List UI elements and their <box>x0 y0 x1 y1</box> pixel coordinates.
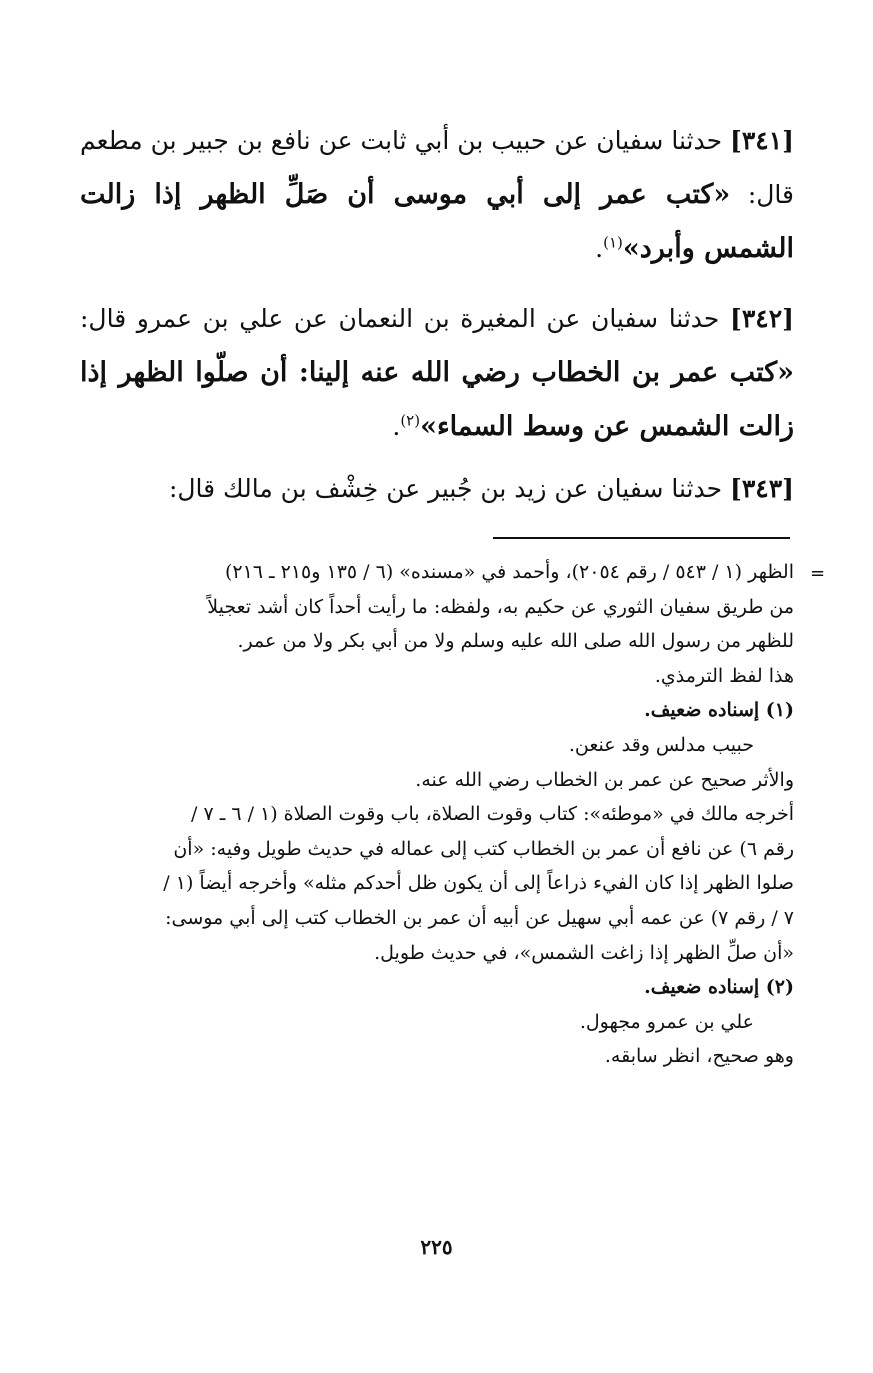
entry-text: حدثنا سفيان عن حبيب بن أبي ثابت عن نافع بن جبير بن مطعم قال: <box>80 126 794 209</box>
note-line: ٧ / رقم ٧) عن عمه أبي سهيل عن أبيه أن عمر بن الخطاب كتب إلى أبي موسى: <box>165 906 794 929</box>
entry-343 <box>80 462 794 516</box>
note-line: من طريق سفيان الثوري عن حكيم به، ولفظه: ما رأيت أحداً كان أشد تعجيلاً <box>207 595 794 618</box>
footnote-divider <box>493 537 790 539</box>
footnote-ref-1[interactable]: (١) <box>603 233 623 252</box>
footnote-1-heading: (١) إسناده ضعيف. <box>644 699 794 722</box>
entry-341 <box>80 114 794 276</box>
note-line: صلوا الظهر إذا كان الفيء ذراعاً إلى أن يكون ظل أحدكم مثله» وأخرجه أيضاً (١ / <box>163 872 794 895</box>
entry-number: [٣٤٣] <box>730 474 794 503</box>
note-line: «أن صلِّ الظهر إذا زاغت الشمس»، في حديث طويل. <box>374 941 794 964</box>
continuation-mark: = <box>810 563 826 584</box>
entry-text: حدثنا سفيان عن زيد بن جُبير عن خِشْف بن مالك قال: <box>168 474 731 503</box>
entry-number: [٣٤١] <box>730 126 794 155</box>
note-line: الظهر (١ / ٥٤٣ / رقم ٢٠٥٤)، وأحمد في «مسنده» (٦ / ١٣٥ و٢١٥ ـ ٢١٦) <box>224 561 794 583</box>
note-line: هذا لفظ الترمذي. <box>654 664 794 687</box>
entry-tail: . <box>392 412 401 441</box>
entry-number: [٣٤٢] <box>730 304 794 333</box>
entry-tail: . <box>595 234 604 263</box>
entry-quote: «كتب عمر إلى أبي موسى أن صَلِّ الظهر إذا زالت الشمس وأبرد» <box>80 179 794 264</box>
footnotes <box>80 555 794 1074</box>
entry-quote: «كتب عمر بن الخطاب رضي الله عنه إلينا: أن صلّوا الظهر إذا زالت الشمس عن وسط السماء» <box>80 357 794 442</box>
footnote-2-heading: (٢) إسناده ضعيف. <box>644 976 794 999</box>
note-line: أخرجه مالك في «موطئه»: كتاب وقوت الصلاة، باب وقوت الصلاة (١ / ٦ ـ ٧ / <box>190 803 794 826</box>
note-line: والأثر صحيح عن عمر بن الخطاب رضي الله عنه. <box>415 768 794 791</box>
page-number: ٢٢٥ <box>420 1235 453 1259</box>
footnote-ref-2[interactable]: (٢) <box>400 411 421 430</box>
entry-text: حدثنا سفيان عن المغيرة بن النعمان عن علي بن عمرو قال: <box>80 304 731 333</box>
note-line: للظهر من رسول الله صلى الله عليه وسلم ولا من أبي بكر ولا من عمر. <box>237 630 794 653</box>
note-line: وهو صحيح، انظر سابقه. <box>604 1045 794 1068</box>
note-line: رقم ٦) عن نافع أن عمر بن الخطاب كتب إلى عماله في حديث طويل وفيه: «أن <box>173 837 794 860</box>
entry-342 <box>80 292 794 454</box>
note-line: علي بن عمرو مجهول. <box>579 1010 754 1033</box>
note-line: حبيب مدلس وقد عنعن. <box>568 733 754 756</box>
